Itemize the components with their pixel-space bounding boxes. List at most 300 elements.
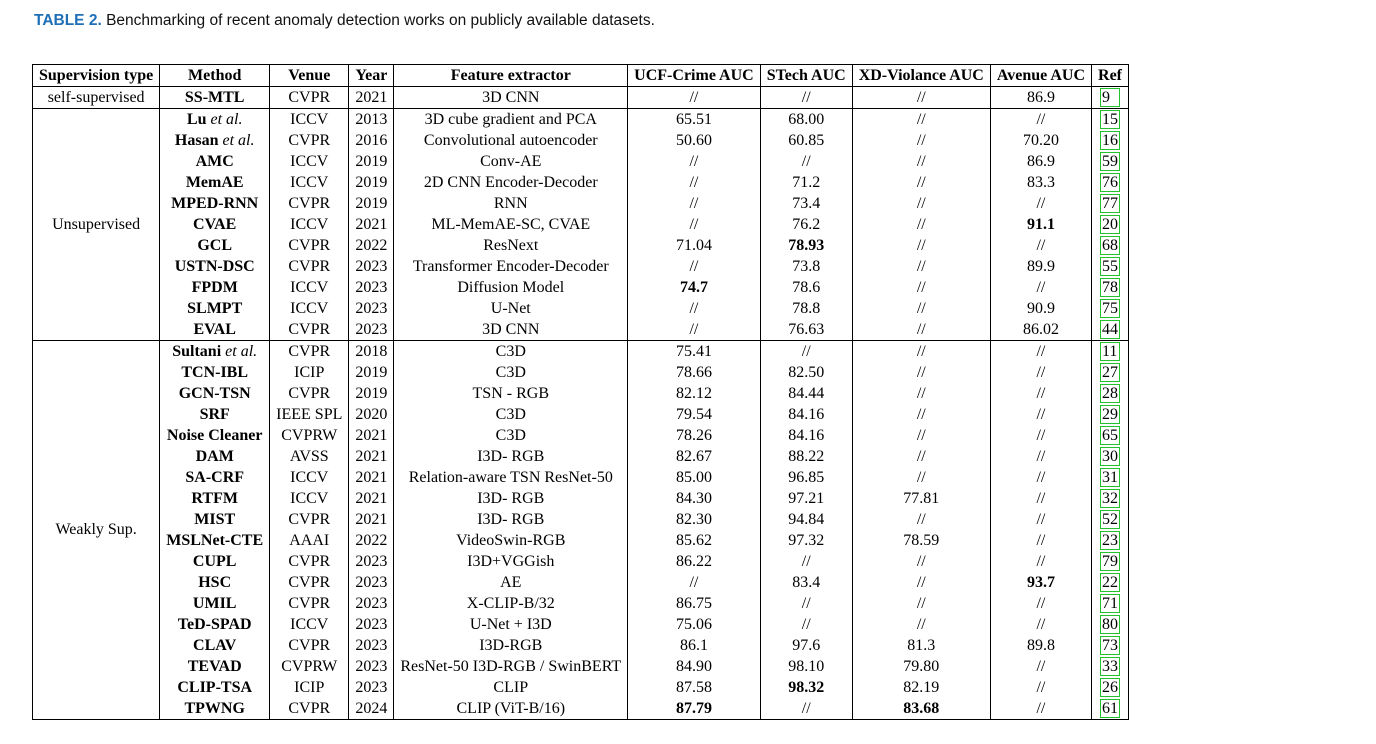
method-suffix: et al. (222, 131, 255, 149)
table-row (33, 425, 1129, 446)
ucf-cell: 65.51 (628, 109, 761, 131)
ref-link[interactable]: 61 (1102, 699, 1118, 717)
ucf-cell: // (628, 214, 761, 235)
method-name: MIST (194, 510, 236, 528)
stech-cell: // (760, 614, 852, 635)
venue-cell: CVPR (270, 256, 349, 277)
ref-link[interactable]: 20 (1102, 215, 1118, 233)
ref-cell (1092, 404, 1129, 425)
stech-cell: 82.50 (760, 362, 852, 383)
method-name: TEVAD (187, 657, 242, 675)
table-row (33, 130, 1129, 151)
table-row (33, 698, 1129, 720)
ref-cell (1092, 256, 1129, 277)
header-avenue: Avenue AUC (990, 65, 1091, 87)
table-row (33, 319, 1129, 341)
header-row (33, 65, 1129, 87)
venue-cell: ICCV (270, 298, 349, 319)
ref-cell (1092, 551, 1129, 572)
xd-cell: 82.19 (852, 677, 990, 698)
method-cell (160, 383, 270, 404)
avenue-cell: // (990, 698, 1091, 720)
venue-cell: CVPRW (270, 656, 349, 677)
ucf-cell: 87.79 (628, 698, 761, 720)
supervision-cell: Weakly Sup. (33, 341, 160, 720)
method-cell (160, 362, 270, 383)
ref-cell (1092, 698, 1129, 720)
table-row (33, 656, 1129, 677)
avenue-cell: // (990, 341, 1091, 363)
stech-cell: 73.8 (760, 256, 852, 277)
avenue-cell: // (990, 446, 1091, 467)
year-cell: 2020 (349, 404, 394, 425)
ref-link[interactable]: 71 (1102, 594, 1118, 612)
ucf-cell: 75.06 (628, 614, 761, 635)
ref-link[interactable]: 26 (1102, 678, 1118, 696)
venue-cell: CVPR (270, 87, 349, 109)
venue-cell: CVPR (270, 341, 349, 363)
method-name: SRF (199, 405, 230, 423)
avenue-cell: // (990, 614, 1091, 635)
stech-cell: 84.44 (760, 383, 852, 404)
feature-cell: 3D CNN (394, 87, 628, 109)
ref-link[interactable]: 68 (1102, 236, 1118, 254)
stech-cell: 98.32 (760, 677, 852, 698)
table-row (33, 298, 1129, 319)
method-cell (160, 614, 270, 635)
ref-link[interactable]: 29 (1102, 405, 1118, 423)
stech-cell: 68.00 (760, 109, 852, 131)
ucf-cell: 86.75 (628, 593, 761, 614)
method-name: SA-CRF (185, 468, 245, 486)
avenue-cell: 89.8 (990, 635, 1091, 656)
table-row (33, 530, 1129, 551)
ref-cell (1092, 383, 1129, 404)
feature-cell: CLIP (ViT-B/16) (394, 698, 628, 720)
venue-cell: ICCV (270, 172, 349, 193)
xd-cell: // (852, 551, 990, 572)
ref-cell (1092, 509, 1129, 530)
stech-cell: 71.2 (760, 172, 852, 193)
method-cell (160, 530, 270, 551)
ref-link[interactable]: 22 (1102, 573, 1118, 591)
header-stech: STech AUC (760, 65, 852, 87)
feature-cell: ResNext (394, 235, 628, 256)
avenue-cell: // (990, 467, 1091, 488)
stech-cell: 78.8 (760, 298, 852, 319)
avenue-cell: // (990, 193, 1091, 214)
stech-cell: // (760, 151, 852, 172)
feature-cell: U-Net (394, 298, 628, 319)
stech-cell: 83.4 (760, 572, 852, 593)
feature-cell: Conv-AE (394, 151, 628, 172)
table-caption (34, 12, 655, 30)
venue-cell: CVPR (270, 383, 349, 404)
xd-cell: // (852, 235, 990, 256)
ucf-cell: 84.90 (628, 656, 761, 677)
stech-cell: 84.16 (760, 404, 852, 425)
method-cell (160, 319, 270, 341)
year-cell: 2023 (349, 551, 394, 572)
year-cell: 2024 (349, 698, 394, 720)
stech-cell: // (760, 341, 852, 363)
feature-cell: C3D (394, 425, 628, 446)
avenue-cell: // (990, 509, 1091, 530)
table-row (33, 446, 1129, 467)
ref-cell (1092, 319, 1129, 341)
ref-link[interactable]: 65 (1102, 426, 1118, 444)
ref-cell (1092, 656, 1129, 677)
venue-cell: ICCV (270, 109, 349, 131)
feature-cell: I3D- RGB (394, 509, 628, 530)
ref-link[interactable]: 78 (1102, 278, 1118, 296)
year-cell: 2021 (349, 509, 394, 530)
avenue-cell: // (990, 530, 1091, 551)
method-name: HSC (198, 573, 232, 591)
feature-cell: X-CLIP-B/32 (394, 593, 628, 614)
xd-cell: // (852, 172, 990, 193)
year-cell: 2023 (349, 256, 394, 277)
ref-link[interactable]: 11 (1100, 342, 1120, 361)
ucf-cell: 82.12 (628, 383, 761, 404)
method-name: FPDM (191, 278, 238, 296)
stech-cell: 60.85 (760, 130, 852, 151)
table-body (33, 87, 1129, 720)
method-name: TCN-IBL (181, 363, 249, 381)
method-cell (160, 214, 270, 235)
year-cell: 2019 (349, 383, 394, 404)
xd-cell: // (852, 572, 990, 593)
ucf-cell: 82.30 (628, 509, 761, 530)
venue-cell: ICCV (270, 467, 349, 488)
year-cell: 2023 (349, 614, 394, 635)
ref-link[interactable]: 80 (1102, 615, 1118, 633)
feature-cell: Convolutional autoencoder (394, 130, 628, 151)
venue-cell: CVPR (270, 130, 349, 151)
method-name: MemAE (185, 173, 244, 191)
ref-cell (1092, 677, 1129, 698)
xd-cell: // (852, 151, 990, 172)
feature-cell: CLIP (394, 677, 628, 698)
method-suffix: et al. (210, 110, 243, 128)
ref-cell (1092, 109, 1129, 131)
year-cell: 2019 (349, 193, 394, 214)
ref-cell (1092, 172, 1129, 193)
ref-cell (1092, 151, 1129, 172)
table-row (33, 151, 1129, 172)
venue-cell: ICCV (270, 214, 349, 235)
xd-cell: 79.80 (852, 656, 990, 677)
avenue-cell: 86.9 (990, 151, 1091, 172)
table-row (33, 551, 1129, 572)
table-row (33, 404, 1129, 425)
venue-cell: CVPR (270, 593, 349, 614)
avenue-cell: // (990, 425, 1091, 446)
xd-cell: // (852, 341, 990, 363)
ref-link[interactable]: 55 (1102, 257, 1118, 275)
ref-link[interactable]: 15 (1102, 110, 1118, 128)
ref-link[interactable]: 73 (1102, 636, 1118, 654)
year-cell: 2021 (349, 446, 394, 467)
table-row (33, 593, 1129, 614)
ucf-cell: 85.62 (628, 530, 761, 551)
method-cell (160, 277, 270, 298)
table-row (33, 614, 1129, 635)
method-cell (160, 488, 270, 509)
stech-cell: 96.85 (760, 467, 852, 488)
stech-cell: 84.16 (760, 425, 852, 446)
benchmark-table (32, 64, 1129, 720)
xd-cell: // (852, 109, 990, 131)
table-row (33, 87, 1129, 109)
stech-cell: // (760, 87, 852, 109)
method-cell (160, 446, 270, 467)
ref-link[interactable]: 59 (1102, 152, 1118, 170)
stech-cell: // (760, 698, 852, 720)
ucf-cell: 71.04 (628, 235, 761, 256)
ucf-cell: 78.66 (628, 362, 761, 383)
ref-link[interactable]: 32 (1102, 489, 1118, 507)
ref-link[interactable]: 75 (1102, 299, 1118, 317)
stech-cell: 88.22 (760, 446, 852, 467)
method-name: CUPL (192, 552, 237, 570)
method-name: TPWNG (184, 699, 245, 717)
xd-cell: // (852, 298, 990, 319)
avenue-cell: 89.9 (990, 256, 1091, 277)
ref-cell (1092, 635, 1129, 656)
method-cell (160, 298, 270, 319)
ref-link[interactable]: 44 (1102, 320, 1118, 338)
ucf-cell: 86.22 (628, 551, 761, 572)
table-row (33, 172, 1129, 193)
ucf-cell: 50.60 (628, 130, 761, 151)
stech-cell: 76.63 (760, 319, 852, 341)
feature-cell: C3D (394, 362, 628, 383)
stech-cell: 97.32 (760, 530, 852, 551)
xd-cell: // (852, 446, 990, 467)
ref-cell (1092, 614, 1129, 635)
ref-link[interactable]: 30 (1102, 447, 1118, 465)
ref-cell (1092, 446, 1129, 467)
supervision-cell: Unsupervised (33, 109, 160, 341)
feature-cell: Diffusion Model (394, 277, 628, 298)
avenue-cell: // (990, 677, 1091, 698)
avenue-cell: // (990, 404, 1091, 425)
method-cell (160, 130, 270, 151)
ref-link[interactable]: 27 (1102, 363, 1118, 381)
year-cell: 2021 (349, 467, 394, 488)
avenue-cell: // (990, 109, 1091, 131)
table-row (33, 109, 1129, 131)
venue-cell: CVPR (270, 193, 349, 214)
venue-cell: AAAI (270, 530, 349, 551)
ucf-cell: // (628, 151, 761, 172)
method-cell (160, 677, 270, 698)
year-cell: 2019 (349, 172, 394, 193)
table-row (33, 467, 1129, 488)
venue-cell: ICCV (270, 277, 349, 298)
method-cell (160, 109, 270, 131)
method-name: SLMPT (187, 299, 243, 317)
avenue-cell: 93.7 (990, 572, 1091, 593)
method-cell (160, 193, 270, 214)
venue-cell: CVPR (270, 698, 349, 720)
stech-cell: 97.6 (760, 635, 852, 656)
method-cell (160, 404, 270, 425)
avenue-cell: // (990, 277, 1091, 298)
xd-cell: // (852, 87, 990, 109)
ucf-cell: 79.54 (628, 404, 761, 425)
xd-cell: // (852, 614, 990, 635)
caption-text: Benchmarking of recent anomaly detection works on publicly available datasets. (106, 12, 655, 29)
ref-link[interactable]: 33 (1102, 657, 1118, 675)
feature-cell: 2D CNN Encoder-Decoder (394, 172, 628, 193)
year-cell: 2021 (349, 214, 394, 235)
ref-cell (1092, 277, 1129, 298)
stech-cell: 98.10 (760, 656, 852, 677)
venue-cell: CVPR (270, 235, 349, 256)
ucf-cell: 86.1 (628, 635, 761, 656)
stech-cell: 78.6 (760, 277, 852, 298)
stech-cell: 76.2 (760, 214, 852, 235)
xd-cell: 77.81 (852, 488, 990, 509)
ucf-cell: // (628, 193, 761, 214)
stech-cell: 73.4 (760, 193, 852, 214)
method-cell (160, 341, 270, 363)
year-cell: 2021 (349, 87, 394, 109)
avenue-cell: 86.02 (990, 319, 1091, 341)
year-cell: 2019 (349, 362, 394, 383)
feature-cell: I3D- RGB (394, 446, 628, 467)
ref-link[interactable]: 9 (1100, 88, 1120, 107)
xd-cell: // (852, 193, 990, 214)
feature-cell: 3D cube gradient and PCA (394, 109, 628, 131)
ref-cell (1092, 572, 1129, 593)
ucf-cell: 78.26 (628, 425, 761, 446)
ref-link[interactable]: 79 (1102, 552, 1118, 570)
method-cell (160, 635, 270, 656)
ref-link[interactable]: 23 (1102, 531, 1118, 549)
method-suffix: et al. (225, 342, 258, 360)
xd-cell: // (852, 383, 990, 404)
ucf-cell: // (628, 298, 761, 319)
feature-cell: 3D CNN (394, 319, 628, 341)
feature-cell: U-Net + I3D (394, 614, 628, 635)
header-xd: XD-Violance AUC (852, 65, 990, 87)
avenue-cell: // (990, 656, 1091, 677)
avenue-cell: 91.1 (990, 214, 1091, 235)
table-row (33, 383, 1129, 404)
xd-cell: // (852, 509, 990, 530)
feature-cell: VideoSwin-RGB (394, 530, 628, 551)
method-name: EVAL (193, 320, 236, 338)
method-name: GCL (197, 236, 233, 254)
ucf-cell: // (628, 319, 761, 341)
venue-cell: ICCV (270, 151, 349, 172)
ucf-cell: 84.30 (628, 488, 761, 509)
venue-cell: CVPR (270, 551, 349, 572)
avenue-cell: 90.9 (990, 298, 1091, 319)
method-cell (160, 509, 270, 530)
method-cell (160, 551, 270, 572)
table-row (33, 488, 1129, 509)
year-cell: 2022 (349, 530, 394, 551)
feature-cell: ML-MemAE-SC, CVAE (394, 214, 628, 235)
header-supervision: Supervision type (33, 65, 160, 87)
venue-cell: CVPR (270, 319, 349, 341)
method-name: MSLNet-CTE (166, 531, 264, 549)
year-cell: 2023 (349, 277, 394, 298)
method-name: Noise Cleaner (166, 426, 263, 444)
table-row (33, 509, 1129, 530)
feature-cell: RNN (394, 193, 628, 214)
table-row (33, 214, 1129, 235)
feature-cell: C3D (394, 404, 628, 425)
table-row (33, 235, 1129, 256)
method-cell (160, 256, 270, 277)
method-name: AMC (195, 152, 234, 170)
ref-link[interactable]: 77 (1102, 194, 1118, 212)
venue-cell: CVPR (270, 509, 349, 530)
ref-link[interactable]: 76 (1102, 173, 1118, 191)
xd-cell: // (852, 256, 990, 277)
method-cell (160, 593, 270, 614)
avenue-cell: 70.20 (990, 130, 1091, 151)
venue-cell: AVSS (270, 446, 349, 467)
xd-cell: // (852, 277, 990, 298)
method-cell (160, 698, 270, 720)
avenue-cell: 86.9 (990, 87, 1091, 109)
year-cell: 2021 (349, 425, 394, 446)
xd-cell: // (852, 130, 990, 151)
method-name: CLAV (193, 636, 237, 654)
ref-cell (1092, 341, 1129, 363)
method-name: Sultani (172, 342, 222, 360)
ucf-cell: // (628, 87, 761, 109)
xd-cell: // (852, 404, 990, 425)
method-cell (160, 87, 270, 109)
avenue-cell: // (990, 362, 1091, 383)
method-name: CLIP-TSA (177, 678, 253, 696)
method-name: Hasan (174, 131, 219, 149)
method-name: RTFM (191, 489, 238, 507)
method-name: UMIL (192, 594, 237, 612)
feature-cell: AE (394, 572, 628, 593)
method-name: Lu (186, 110, 207, 128)
avenue-cell: // (990, 593, 1091, 614)
feature-cell: C3D (394, 341, 628, 363)
table-header (33, 65, 1129, 87)
xd-cell: // (852, 319, 990, 341)
xd-cell: // (852, 467, 990, 488)
supervision-cell: self-supervised (33, 87, 160, 109)
ref-link[interactable]: 31 (1102, 468, 1118, 486)
ucf-cell: 75.41 (628, 341, 761, 363)
table-row (33, 677, 1129, 698)
ucf-cell: // (628, 256, 761, 277)
ref-link[interactable]: 16 (1102, 131, 1118, 149)
ref-link[interactable]: 52 (1102, 510, 1118, 528)
header-venue: Venue (270, 65, 349, 87)
venue-cell: ICCV (270, 488, 349, 509)
xd-cell: // (852, 593, 990, 614)
ref-link[interactable]: 28 (1102, 384, 1118, 402)
ref-cell (1092, 130, 1129, 151)
ref-cell (1092, 298, 1129, 319)
avenue-cell: 83.3 (990, 172, 1091, 193)
avenue-cell: // (990, 235, 1091, 256)
method-cell (160, 172, 270, 193)
